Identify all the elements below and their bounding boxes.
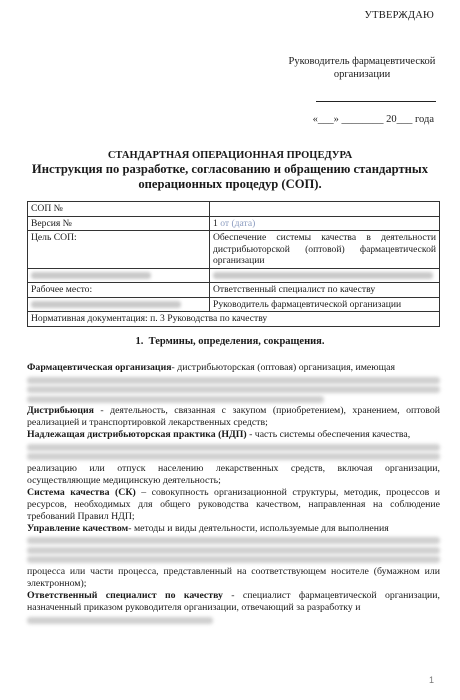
term: Дистрибьюция: [27, 405, 94, 417]
term-paragraph: [27, 429, 440, 441]
term-paragraph-continued: реализацию или отпуск населению лекарственных средств, включая организации, осуществляющие медицинскую деятельность;: [27, 462, 440, 486]
term-definition: – совокупность организационной структуры, методик, процессов и ресурсов, необходимых для общего руководства качеством, направленная на соблюдение требований Правил НДП;: [27, 486, 440, 522]
term-definition: - деятельность, связанная с закупом (приобретением), хранением, оптовой реализацией и транспортировкой лекарственных средств;: [27, 405, 440, 429]
table-row: [28, 312, 440, 327]
redacted-text: [27, 547, 440, 554]
table-row: [28, 202, 440, 217]
term-definition: - методы и виды деятельности, используемые для выполнения: [128, 522, 389, 534]
redacted-value: [210, 268, 440, 283]
term: Система качества (СК): [27, 486, 136, 498]
redacted-label: [28, 268, 210, 283]
redacted-text: [27, 396, 324, 403]
table-row: [28, 231, 440, 269]
redacted-text: [27, 377, 440, 384]
sop-number-label: СОП №: [28, 202, 210, 217]
term: Управление качеством: [27, 522, 129, 534]
term: Надлежащая дистрибьюторская практика (НДП): [27, 429, 247, 441]
head-position: Руководитель фармацевтической организации: [288, 56, 436, 80]
term-paragraph: [27, 362, 440, 374]
approval-date-line: «___» ________ 20___ года: [312, 114, 434, 125]
term-definition: - часть системы обеспечения качества,: [246, 429, 411, 441]
term-paragraph: [27, 590, 440, 614]
version-number: 1: [213, 217, 218, 229]
redacted-text: [27, 556, 440, 563]
term-paragraph: [27, 487, 440, 523]
workplace-value: Ответственный специалист по качеству: [210, 283, 440, 298]
term-paragraph: [27, 523, 440, 535]
approver-value: Руководитель фармацевтической организации: [210, 297, 440, 312]
term-paragraph-continued: процесса или части процесса, представленный на соответствующем носителе (бумажном или электронном);: [27, 565, 440, 590]
redacted-text: [27, 453, 440, 460]
redacted-text: [27, 386, 440, 393]
term-paragraph: [27, 405, 440, 429]
sop-meta-table: [27, 201, 440, 327]
goal-value: Обеспечение системы качества в деятельности дистрибьюторской (оптовой) фармацевтической организации: [210, 231, 440, 269]
document-title: Инструкция по разработке, согласованию и обращению стандартных операционных процедур (СОП).: [31, 162, 429, 191]
version-label: Версия №: [28, 216, 210, 231]
signature-line: [316, 101, 436, 102]
table-row: [28, 297, 440, 312]
term-definition: - специалист фармацевтической организации, назначенный приказом руководителя организации, отвечающий за разработку и: [27, 590, 440, 614]
section-heading: 1. Термины, определения, сокращения.: [135, 336, 325, 347]
redacted-text: [27, 444, 440, 451]
term-definition: - дистрибьюторская (оптовая) организация, имеющая: [171, 362, 395, 373]
redacted-text: [27, 537, 440, 544]
version-date: от (дата): [220, 217, 256, 229]
table-row: [28, 216, 440, 231]
table-row: [28, 268, 440, 283]
term: Ответственный специалист по качеству: [27, 590, 223, 602]
term: Фармацевтическая организация: [27, 362, 172, 373]
version-value: [210, 216, 440, 231]
normative-docs: Нормативная документация: п. 3 Руководства по качеству: [28, 312, 440, 327]
sop-number-value: [210, 202, 440, 217]
document-type: СТАНДАРТНАЯ ОПЕРАЦИОННАЯ ПРОЦЕДУРА: [107, 150, 353, 161]
table-row: [28, 283, 440, 298]
redacted-text: [27, 617, 213, 624]
redacted-label: [28, 297, 210, 312]
workplace-label: Рабочее место:: [28, 283, 210, 298]
goal-label: Цель СОП:: [28, 231, 210, 269]
approval-label: УТВЕРЖДАЮ: [364, 10, 434, 21]
terms-body: [27, 362, 440, 626]
page-number: 1: [428, 675, 434, 685]
